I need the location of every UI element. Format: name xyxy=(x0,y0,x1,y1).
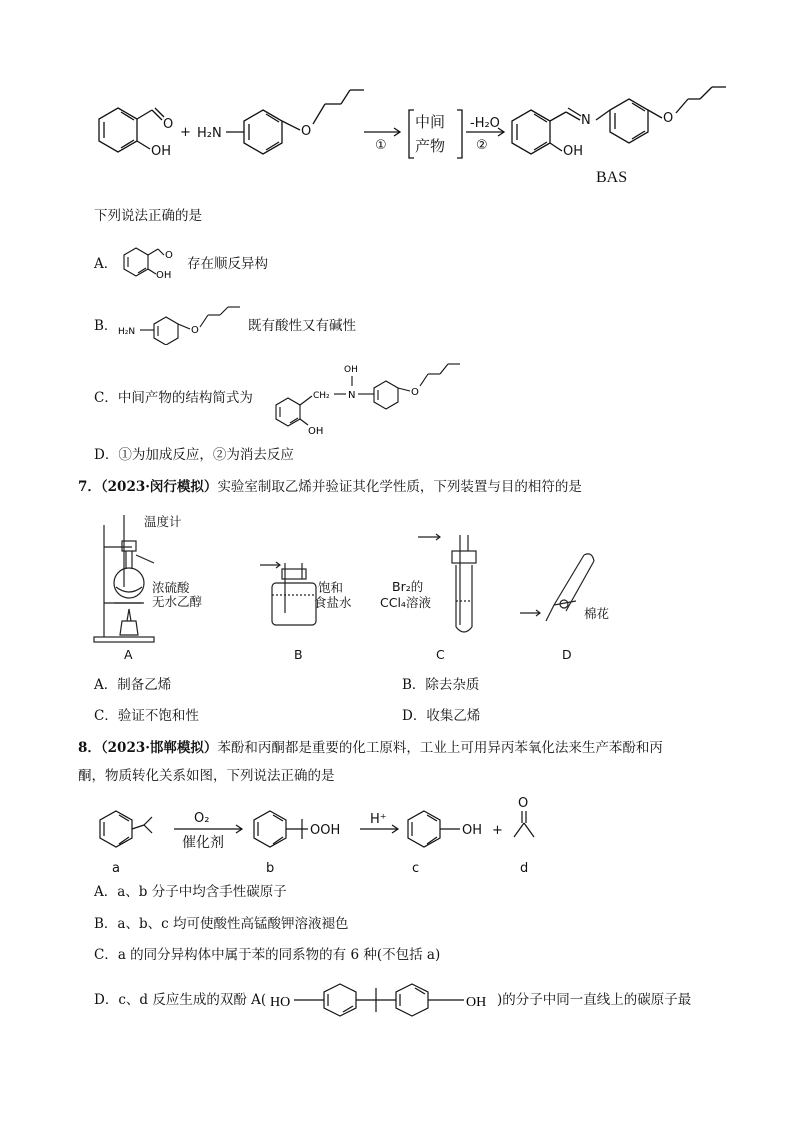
opt-c-n: N xyxy=(348,390,356,401)
q7-option-a[interactable]: A．制备乙烯 xyxy=(94,677,172,693)
reagent-h-plus: H⁺ xyxy=(370,812,387,827)
apparatus-label-a: A xyxy=(124,647,133,662)
q6-option-d-text[interactable]: D．①为加成反应，②为消去反应 xyxy=(94,447,294,463)
q8-option-c[interactable]: C．a 的同分异构体中属于苯的同系物的有 6 种(不包括 a) xyxy=(94,947,441,963)
opt-b-h2n: H₂N xyxy=(118,327,136,337)
q7-stem: 实验室制取乙烯并验证其化学性质，下列装置与目的相符的是 xyxy=(217,479,582,495)
aldehyde-o: O xyxy=(163,117,174,132)
label-cotton: 棉花 xyxy=(584,606,610,621)
group-oh: OH xyxy=(462,823,483,838)
q8-stem-line1: 苯酚和丙酮都是重要的化工原料，工业上可用异丙苯氧化法来生产苯酚和丙 xyxy=(217,740,663,756)
step-one: ① xyxy=(375,138,387,153)
q7-option-c[interactable]: C．验证不饱和性 xyxy=(94,708,199,724)
top-reaction-scheme xyxy=(0,0,794,200)
q8-number: 8． xyxy=(78,740,101,756)
intermediate-structure xyxy=(266,358,476,438)
q6-option-b-text: 既有酸性又有碱性 xyxy=(248,318,356,334)
opt-c-o: O xyxy=(411,387,419,398)
imine-n: N xyxy=(581,113,591,128)
q7-option-b[interactable]: B．除去杂质 xyxy=(402,677,480,693)
q8-header xyxy=(78,739,663,757)
plus-sign: + xyxy=(180,125,191,140)
bpa-ho: HO xyxy=(270,995,291,1010)
bas-label: BAS xyxy=(596,169,628,186)
opt-a-oh: OH xyxy=(156,270,172,280)
compound-label-a: a xyxy=(112,861,120,876)
label-saturated: 饱和 xyxy=(318,580,344,595)
apparatus-label-d: D xyxy=(562,647,572,662)
aminophenyl-ether-structure xyxy=(118,305,248,345)
reagent-o2: O₂ xyxy=(194,811,210,826)
acetone-o: O xyxy=(518,796,529,811)
q8-option-d-post: )的分子中同一直线上的碳原子最 xyxy=(497,992,692,1008)
step-two: ② xyxy=(476,138,488,153)
q8-stem-line2: 酮，物质转化关系如图，下列说法正确的是 xyxy=(78,768,335,784)
compound-label-d: d xyxy=(520,861,529,876)
q7-source: （2023·闵行模拟） xyxy=(100,479,218,495)
phenol-oh: OH xyxy=(151,144,172,159)
opt-b-o: O xyxy=(191,325,199,336)
q7-header xyxy=(78,478,582,496)
amine-group: H₂N xyxy=(197,126,222,141)
bpa-oh: OH xyxy=(466,995,487,1010)
reagent-catalyst: 催化剂 xyxy=(182,835,224,851)
q7-apparatus-figure xyxy=(80,505,640,665)
plus-sign-2: + xyxy=(492,823,503,838)
q7-option-d[interactable]: D．收集乙烯 xyxy=(402,708,481,724)
opt-c-ch2: CH₂ xyxy=(313,391,330,401)
q8-reaction-scheme xyxy=(80,795,640,885)
minus-water: -H₂O xyxy=(470,116,500,131)
ether-o: O xyxy=(301,124,312,139)
label-thermometer: 温度计 xyxy=(144,514,182,529)
q7-number: 7． xyxy=(78,479,101,495)
apparatus-label-b: B xyxy=(294,647,303,662)
salicylaldehyde-structure xyxy=(118,240,188,280)
intermediate-line1: 中间 xyxy=(415,113,446,131)
q8-option-a[interactable]: A．a、b 分子中均含手性碳原子 xyxy=(94,884,287,900)
label-conc-sulfuric: 浓硫酸 xyxy=(152,580,190,595)
label-brine: 食盐水 xyxy=(314,595,352,610)
bisphenol-a-structure xyxy=(268,976,498,1026)
q8-option-d-pre[interactable]: D．c、d 反应生成的双酚 A( xyxy=(94,992,267,1008)
group-ooh: OOH xyxy=(310,823,341,838)
label-ethanol: 无水乙醇 xyxy=(152,594,203,609)
apparatus-label-c: C xyxy=(436,647,445,662)
q6-stem: 下列说法正确的是 xyxy=(94,208,202,224)
q8-source: （2023·邯郸模拟） xyxy=(100,740,218,756)
label-br2: Br₂的 xyxy=(392,579,424,594)
q6-option-c-text[interactable]: C．中间产物的结构简式为 xyxy=(94,390,253,406)
compound-label-b: b xyxy=(266,861,275,876)
product-oh: OH xyxy=(563,144,584,159)
q6-option-a-text: 存在顺反异构 xyxy=(187,256,268,272)
opt-c-phenol-oh: OH xyxy=(308,426,324,437)
q6-option-b-label[interactable]: B． xyxy=(94,318,118,334)
opt-a-o: O xyxy=(165,250,173,261)
q8-option-b[interactable]: B．a、b、c 均可使酸性高锰酸钾溶液褪色 xyxy=(94,916,349,932)
q6-option-a-label[interactable]: A． xyxy=(94,256,118,272)
label-ccl4: CCl₄溶液 xyxy=(380,595,431,610)
compound-label-c: c xyxy=(412,861,420,876)
opt-c-n-oh: OH xyxy=(344,365,358,375)
product-ether-o: O xyxy=(663,111,674,126)
intermediate-line2: 产物 xyxy=(415,137,446,155)
